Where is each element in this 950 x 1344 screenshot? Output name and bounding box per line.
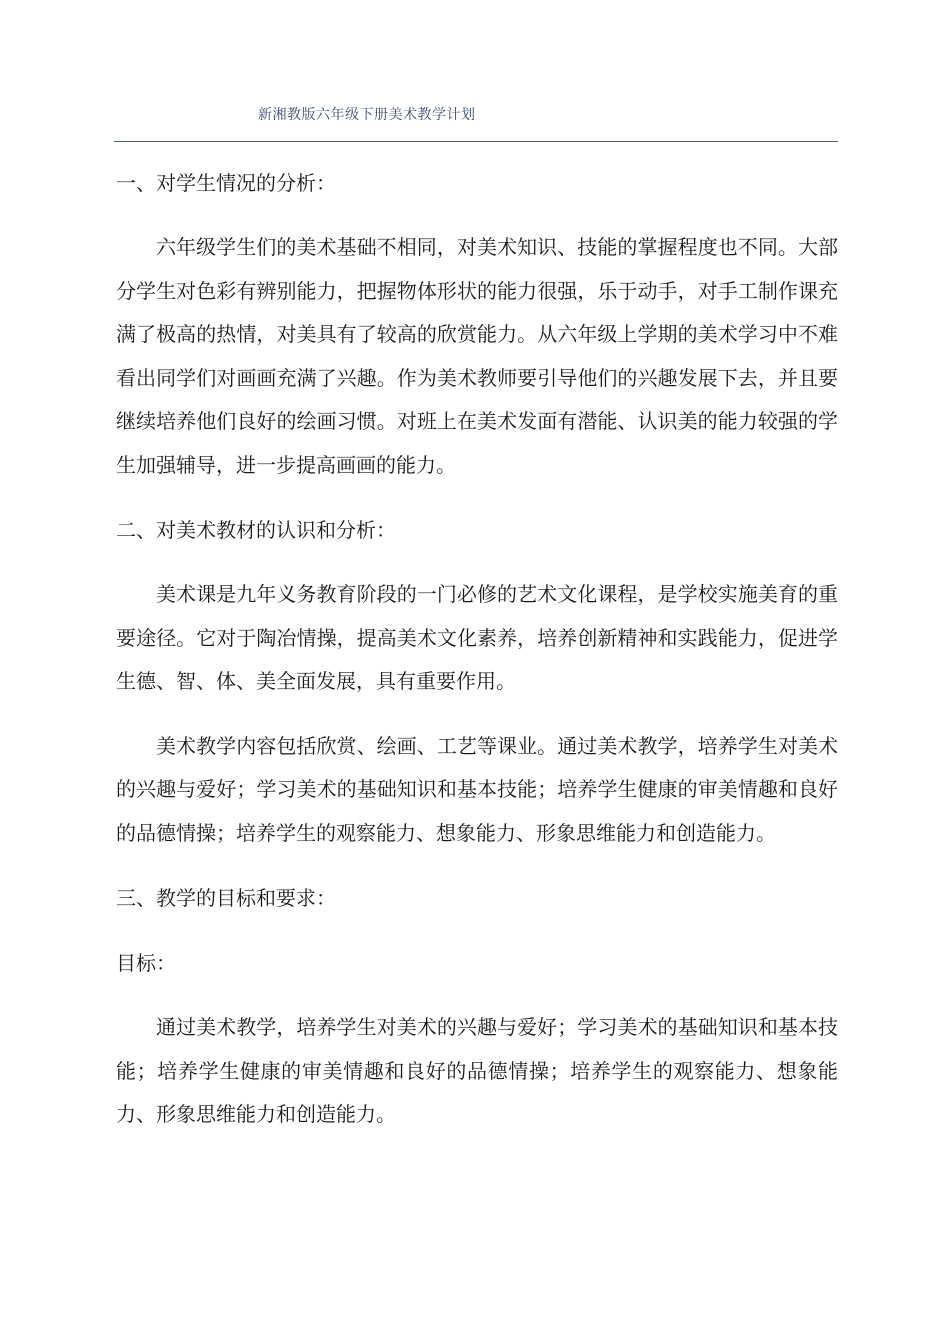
paragraph-goals: 通过美术教学，培养学生对美术的兴趣与爱好；学习美术的基础知识和基本技能；培养学生健康的审美情趣和良好的品德情操；培养学生的观察能力、想象能力、形象思维能力和创造能力。 (116, 1015, 838, 1126)
running-header: 新湘教版六年级下册美术教学计划 (258, 107, 476, 123)
paragraph-student-analysis: 六年级学生们的美术基础不相同，对美术知识、技能的掌握程度也不同。大部分学生对色彩有辨别能力，把握物体形状的能力很强，乐于动手，对手工制作课充满了极高的热情，对美具有了较高的欣赏能力。从六年级上学期的美术学习中不难看出同学们对画画充满了兴趣。作为美术教师要引导他们的兴趣发展下去，并且要继续培养他们良好的绘画习惯。对班上在美术发面有潜能、认识美的能力较强的学生加强辅导，进一步提高画画的能力。 (116, 235, 838, 477)
section-heading-textbook-analysis: 二、对美术教材的认识和分析： (116, 518, 396, 542)
document-body (116, 161, 838, 1158)
subheading-goals: 目标： (116, 951, 176, 975)
header-divider (114, 141, 838, 142)
section-heading-student-analysis: 一、对学生情况的分析： (116, 171, 336, 195)
paragraph-teaching-content: 美术教学内容包括欣赏、绘画、工艺等课业。通过美术教学，培养学生对美术的兴趣与爱好；学习美术的基础知识和基本技能；培养学生健康的审美情趣和良好的品德情操；培养学生的观察能力、想象能力、形象思维能力和创造能力。 (116, 733, 838, 845)
section-heading-goals: 三、教学的目标和要求： (116, 886, 336, 910)
paragraph-textbook-role: 美术课是九年义务教育阶段的一门必修的艺术文化课程，是学校实施美育的重要途径。它对于陶冶情操，提高美术文化素养，培养创新精神和实践能力，促进学生德、智、体、美全面发展，具有重要作用。 (116, 582, 838, 693)
